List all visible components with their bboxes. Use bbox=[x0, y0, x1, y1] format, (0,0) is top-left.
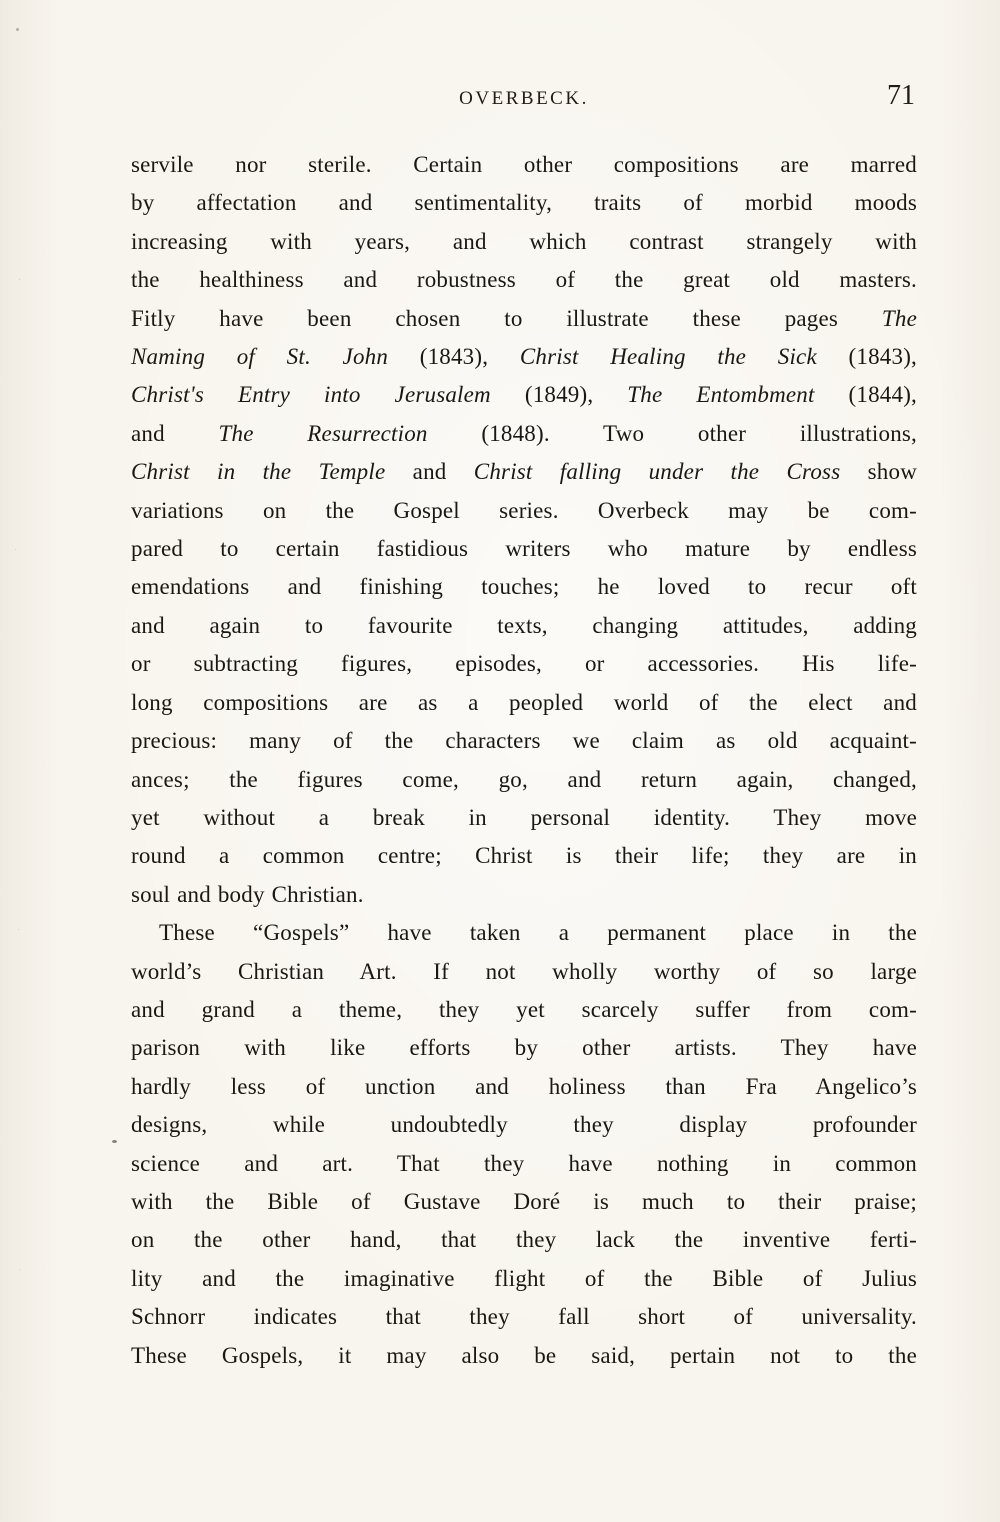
text-segment: precious: many of the characters we claim as old acquaint- bbox=[131, 728, 917, 754]
text-segment: parison with like efforts by other artists. They have bbox=[131, 1035, 917, 1061]
italic-text-segment: The bbox=[881, 305, 917, 331]
text-segment: hardly less of unction and holiness than Fra Angelico’s bbox=[131, 1073, 917, 1099]
text-line bbox=[131, 146, 917, 184]
text-segment: show bbox=[840, 459, 918, 485]
text-line bbox=[131, 722, 917, 760]
italic-text-segment: Christ Healing the Sick bbox=[519, 344, 817, 370]
text-line bbox=[131, 876, 917, 914]
text-line bbox=[131, 453, 917, 491]
text-line bbox=[131, 1145, 917, 1183]
text-segment: with the Bible of Gustave Doré is much to their praise; bbox=[131, 1188, 917, 1214]
text-segment: variations on the Gospel series. Overbeck may be com- bbox=[131, 497, 917, 523]
text-line bbox=[131, 1029, 917, 1067]
text-line bbox=[131, 1106, 917, 1144]
text-line bbox=[131, 953, 917, 991]
text-line bbox=[131, 300, 917, 338]
running-title: OVERBECK. bbox=[459, 88, 589, 109]
italic-text-segment: The Entombment bbox=[627, 382, 815, 408]
text-line bbox=[131, 415, 917, 453]
text-segment: pared to certain fastidious writers who mature by endless bbox=[131, 536, 917, 562]
text-line bbox=[131, 261, 917, 299]
text-segment: and bbox=[131, 420, 219, 446]
text-segment: yet without a break in personal identity. They move bbox=[131, 804, 917, 830]
page-header bbox=[131, 82, 917, 118]
text-line bbox=[131, 184, 917, 222]
text-line bbox=[131, 914, 917, 952]
text-line bbox=[131, 1068, 917, 1106]
text-segment: round a common centre; Christ is their life; they are in bbox=[131, 843, 917, 869]
scan-speck bbox=[112, 1140, 117, 1143]
text-line bbox=[131, 1260, 917, 1298]
text-line bbox=[131, 492, 917, 530]
text-segment: lity and the imaginative flight of the Bible of Julius bbox=[131, 1265, 917, 1291]
text-segment: Schnorr indicates that they fall short of universality. bbox=[131, 1304, 917, 1330]
text-segment: (1844), bbox=[814, 382, 918, 408]
text-segment: and grand a theme, they yet scarcely suffer from com- bbox=[131, 996, 917, 1022]
text-line bbox=[131, 530, 917, 568]
text-segment: These Gospels, it may also be said, pertain not to the bbox=[131, 1342, 917, 1368]
text-segment: and bbox=[385, 459, 474, 485]
text-line bbox=[131, 223, 917, 261]
text-segment: ances; the figures come, go, and return again, changed, bbox=[131, 766, 917, 792]
text-block bbox=[131, 146, 917, 1375]
text-line bbox=[131, 799, 917, 837]
text-line bbox=[131, 376, 917, 414]
text-segment: science and art. That they have nothing in common bbox=[131, 1150, 917, 1176]
text-segment: increasing with years, and which contrast strangely with bbox=[131, 228, 917, 254]
text-line bbox=[131, 761, 917, 799]
text-segment: emendations and finishing touches; he loved to recur oft bbox=[131, 574, 917, 600]
italic-text-segment: The Resurrection bbox=[218, 420, 428, 446]
text-line bbox=[131, 1221, 917, 1259]
text-segment: long compositions are as a peopled world of the elect and bbox=[131, 689, 917, 715]
italic-text-segment: Christ in the Temple bbox=[131, 459, 386, 485]
text-line bbox=[131, 1183, 917, 1221]
text-segment: designs, while undoubtedly they display profounder bbox=[131, 1112, 917, 1138]
italic-text-segment: Christ falling under the Cross bbox=[473, 459, 841, 485]
text-segment: (1843), bbox=[388, 344, 520, 370]
text-segment: servile nor sterile. Certain other compositions are marred bbox=[131, 152, 917, 177]
text-segment: These “Gospels” have taken a permanent place in the bbox=[159, 920, 917, 946]
text-line bbox=[131, 684, 917, 722]
text-line bbox=[131, 338, 917, 376]
text-line bbox=[131, 607, 917, 645]
text-segment: on the other hand, that they lack the inventive ferti- bbox=[131, 1227, 917, 1253]
text-segment: (1849), bbox=[490, 382, 628, 408]
text-segment: Fitly have been chosen to illustrate these pages bbox=[131, 305, 882, 331]
text-segment: and again to favourite texts, changing attitudes, adding bbox=[131, 612, 917, 638]
text-segment: soul and body Christian. bbox=[131, 881, 364, 907]
text-segment: (1843), bbox=[816, 344, 918, 370]
text-line bbox=[131, 568, 917, 606]
text-line bbox=[131, 837, 917, 875]
page-number: 71 bbox=[887, 80, 915, 111]
text-segment: by affectation and sentimentality, traits of morbid moods bbox=[131, 190, 917, 216]
text-segment: the healthiness and robustness of the great old masters. bbox=[131, 267, 917, 293]
text-segment: or subtracting figures, episodes, or accessories. His life- bbox=[131, 651, 917, 677]
text-segment: (1848). Two other illustrations, bbox=[427, 420, 917, 446]
italic-text-segment: Naming of St. John bbox=[131, 344, 389, 370]
text-line bbox=[131, 1298, 917, 1336]
text-segment: world’s Christian Art. If not wholly worthy of so large bbox=[131, 958, 917, 984]
text-line bbox=[131, 1337, 917, 1375]
italic-text-segment: Christ's Entry into Jerusalem bbox=[131, 382, 491, 408]
text-line bbox=[131, 991, 917, 1029]
text-line bbox=[131, 645, 917, 683]
